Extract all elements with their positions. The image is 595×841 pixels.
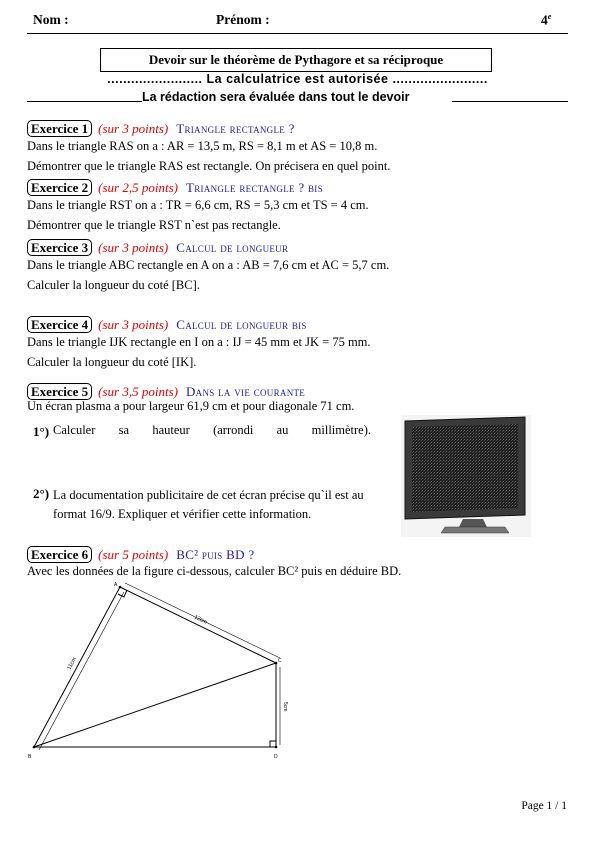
plasma-screen-image — [401, 415, 531, 537]
exercise-6-header — [27, 546, 254, 563]
redaction-note: La rédaction sera évaluée dans tout le devoir — [142, 90, 410, 104]
exercise-1-label: Exercice 1 — [27, 120, 92, 137]
point-b-label: B — [28, 754, 32, 760]
segment-ac — [120, 587, 276, 663]
question-1-number: 1°) — [33, 424, 50, 439]
question-2-number: 2°) — [33, 486, 50, 501]
exercise-1-line-1: Dans le triangle RAS on a : AR = 13,5 m, RS = 8,1 m et AS = 10,8 m. — [27, 139, 378, 153]
nom-label: Nom : — [33, 12, 69, 27]
length-cd-label: 5cm — [282, 702, 288, 712]
exercise-3-points: (sur 3 points) — [98, 240, 169, 255]
exercise-1-line-2: Démontrer que le triangle RAS est rectangle. On précisera en quel point. — [27, 159, 391, 173]
exercise-2-points: (sur 2,5 points) — [98, 180, 178, 195]
length-ab-label: 11cm — [66, 656, 78, 671]
exercise-2-line-1: Dans le triangle RST on a : TR = 6,6 cm, RS = 5,3 cm et TS = 4 cm. — [27, 198, 369, 212]
point-d-label: D — [274, 754, 278, 760]
point-c-label: C — [278, 658, 282, 664]
exercise-6-line-1: Avec les données de la figure ci-dessous, calculer BC² puis en déduire BD. — [27, 564, 402, 578]
page-title: Devoir sur le théorème de Pythagore et sa réciproque — [100, 48, 492, 72]
exercise-2-line-2: Démontrer que le triangle RST n`est pas rectangle. — [27, 218, 281, 232]
exercise-5-line-1: Un écran plasma a pour largeur 61,9 cm et pour diagonale 71 cm. — [27, 399, 355, 413]
redaction-rule-left — [27, 101, 142, 102]
exercise-4-line-2: Calculer la longueur du coté [IK]. — [27, 355, 197, 369]
segment-bc — [34, 663, 276, 747]
exercise-5-points: (sur 3,5 points) — [98, 384, 178, 399]
right-angle-a — [118, 590, 127, 597]
prenom-label: Prénom : — [216, 12, 270, 27]
exercise-5-question-1 — [33, 423, 378, 441]
exercise-5-title: Dans la vie courante — [185, 384, 306, 399]
exercise-1-points: (sur 3 points) — [98, 121, 169, 136]
page-number: Page 1 / 1 — [521, 800, 567, 812]
exercise-3-label: Exercice 3 — [27, 239, 92, 256]
dim-line-ab — [39, 592, 124, 750]
calculator-note: ........................ La calculatrice est autorisée ........................ — [107, 72, 488, 86]
exercise-1-header — [27, 120, 295, 137]
question-1-text: Calculer sa hauteur (arrondi au millimètre). — [53, 423, 372, 437]
segment-ba — [34, 587, 120, 747]
exercise-4-header — [27, 316, 307, 333]
exercise-2-title: Triangle rectangle ? bis — [185, 180, 323, 195]
redaction-rule-right — [452, 101, 568, 102]
exercise-5-header — [27, 383, 305, 400]
exercise-6-label: Exercice 6 — [27, 546, 92, 563]
exercise-3-line-1: Dans le triangle ABC rectangle en A on a : AB = 7,6 cm et AC = 5,7 cm. — [27, 258, 390, 272]
exercise-3-header — [27, 239, 288, 256]
exercise-6-points: (sur 5 points) — [98, 547, 169, 562]
exercise-4-label: Exercice 4 — [27, 316, 92, 333]
question-2-text: La documentation publicitaire de cet écran précise qu`il est au format 16/9. Expliquer et vérifier cette information. — [53, 488, 364, 521]
exercise-4-title: Calcul de longueur bis — [176, 317, 307, 332]
exercise-3-title: Calcul de longueur — [176, 240, 289, 255]
geometry-figure — [22, 580, 312, 765]
exercise-4-points: (sur 3 points) — [98, 317, 169, 332]
level-label: 4e — [541, 12, 552, 28]
exercise-3-line-2: Calculer la longueur du coté [BC]. — [27, 278, 200, 292]
header-rule — [27, 33, 568, 34]
exercise-4-line-1: Dans le triangle IJK rectangle en I on a : IJ = 45 mm et JK = 75 mm. — [27, 335, 371, 349]
point-a-label: A — [114, 582, 118, 588]
exercise-1-title: Triangle rectangle ? — [176, 121, 295, 136]
exercise-6-title: BC² puis BD ? — [176, 547, 255, 562]
exercise-2-header — [27, 179, 323, 196]
length-ac-label: 12cm — [193, 614, 208, 626]
exercise-5-label: Exercice 5 — [27, 383, 92, 400]
exercise-5-question-2 — [33, 486, 403, 524]
exercise-2-label: Exercice 2 — [27, 179, 92, 196]
